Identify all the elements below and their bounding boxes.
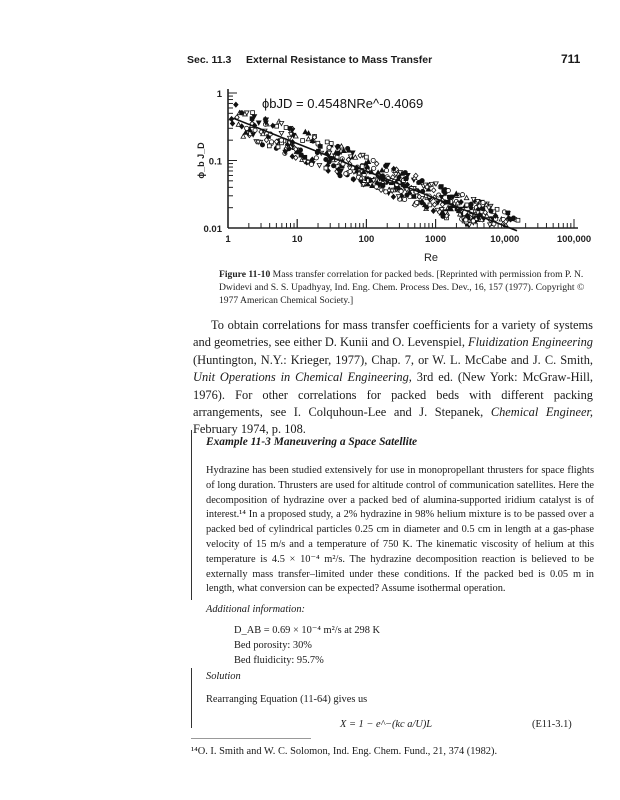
y-tick-label: 1 — [216, 89, 222, 100]
x-tick-label: 1000 — [425, 234, 447, 245]
data-point-diamond — [229, 117, 233, 122]
figure-caption — [219, 268, 599, 307]
data-point-circle — [269, 140, 273, 144]
data-point-triangle — [303, 130, 308, 134]
solution-heading: Solution — [206, 671, 241, 682]
x-tick-label: 10,000 — [490, 234, 520, 245]
y-axis-label: ϕ_b J_D — [196, 142, 206, 179]
fit-equation-annotation: ϕbJD = 0.4548NRe^-0.4069 — [262, 96, 424, 111]
x-tick-label: 10 — [291, 234, 303, 245]
data-point-diamond — [432, 202, 436, 207]
data-point-circle — [384, 168, 388, 172]
data-point-inverted-triangle — [256, 121, 261, 125]
data-point-circle — [399, 189, 403, 193]
data-point-triangle — [464, 196, 469, 200]
section-label: Sec. 11.3 — [187, 54, 232, 66]
data-point-circle — [405, 193, 409, 197]
x-axis-label: Re — [423, 252, 439, 262]
data-point-diamond — [271, 123, 275, 128]
data-point-square — [318, 145, 322, 149]
y-tick-label: 0.1 — [208, 156, 222, 168]
info-porosity: Bed porosity: 30% — [234, 640, 312, 651]
data-point-diamond — [391, 194, 395, 199]
x-tick-label: 100,000 — [556, 234, 592, 245]
data-point-square — [301, 139, 305, 143]
data-point-square — [284, 126, 288, 130]
correlation-fit-line — [233, 118, 517, 231]
data-point-circle — [245, 126, 249, 130]
example-rule — [191, 430, 192, 600]
data-point-circle — [253, 128, 257, 132]
data-point-circle — [384, 190, 388, 194]
data-point-circle — [464, 218, 468, 222]
additional-info-heading: Additional information: — [206, 604, 306, 615]
data-point-square — [428, 203, 432, 207]
data-point-triangle — [306, 137, 311, 141]
data-point-circle — [344, 172, 348, 176]
data-point-square — [465, 203, 469, 207]
data-point-circle — [327, 145, 331, 149]
data-point-circle — [348, 170, 352, 174]
data-point-square — [404, 177, 408, 181]
example-text: Hydrazine has been studied extensively for use in monopropellant thrusters for space flights of long duration. Thrusters are used for altitude control of communication satellites. Here the decomposition of hydrazine over a packed bed of alumina-supported iridium catalyst is of interest.¹⁴ In a proposed study, a 2% hydrazine in 98% helium mixture is to be passed over a packed bed of cylindrical particles 0.25 cm in diameter and 0.5 cm in length at a gas-phase velocity of 15 m/s and a temperature of 750 K. The kinematic viscosity of helium at this temperature is 4.5 × 10⁻⁴ m²/s. The hydrazine decomposition reaction is believed to be externally mass transfer–limited under these conditions. If the packed bed is 0.05 m in length, what conversion can be expected? Assume isothermal operation. — [206, 465, 594, 595]
data-point-square — [250, 117, 254, 121]
paragraph-ref-3: Chemical Engineer, — [490, 405, 593, 420]
data-point-circle — [309, 162, 313, 166]
data-point-circle — [371, 158, 375, 162]
data-point-circle — [460, 193, 464, 197]
info-diffusivity: D_AB = 0.69 × 10⁻⁴ m²/s at 298 K — [234, 625, 381, 636]
equation: X = 1 − e^−(kc a/U)L — [340, 719, 433, 730]
paragraph-ref-1: Fluidization Engineering — [468, 335, 593, 350]
data-point-circle — [469, 202, 473, 206]
data-point-square — [276, 145, 280, 149]
data-point-triangle — [353, 155, 358, 159]
x-tick-label: 100 — [358, 234, 375, 245]
data-point-diamond — [431, 208, 435, 213]
figure-label: Figure 11-10 — [219, 269, 271, 280]
data-point-diamond — [432, 188, 436, 193]
data-point-square — [325, 140, 329, 144]
data-point-diamond — [234, 102, 238, 107]
x-tick-label: 1 — [225, 234, 231, 245]
data-point-circle — [346, 146, 350, 150]
data-point-circle — [403, 197, 407, 201]
footnote-rule — [191, 738, 311, 739]
body-paragraph — [193, 317, 593, 439]
page-number: 711 — [561, 52, 581, 66]
data-point-circle — [489, 209, 493, 213]
data-point-circle — [415, 200, 419, 204]
data-point-square — [251, 111, 255, 115]
data-point-circle — [471, 219, 475, 223]
mass-transfer-chart — [0, 0, 620, 262]
data-point-circle — [260, 143, 264, 147]
data-point-square — [516, 218, 520, 222]
data-point-circle — [481, 200, 485, 204]
data-point-square — [412, 195, 416, 199]
paragraph-ref-2: Unit Operations in Chemical Engineering, — [193, 370, 412, 385]
data-point-square — [267, 144, 271, 148]
data-point-triangle — [380, 168, 385, 172]
footnote: ¹⁴O. I. Smith and W. C. Solomon, Ind. Eng. Chem. Fund., 21, 374 (1982). — [191, 746, 498, 757]
data-point-circle — [417, 180, 421, 184]
paragraph-text-3: 3rd ed. (New York: McGraw-Hill, 1976). For other correlations for packed beds with different packing arrangements, see I. Colquhoun-Lee and J. Stepanek, — [193, 370, 593, 420]
data-point-circle — [372, 166, 376, 170]
data-point-square — [439, 185, 443, 189]
solution-text: Rearranging Equation (11-64) gives us — [206, 694, 368, 705]
data-point-diamond — [230, 121, 234, 126]
data-point-square — [360, 165, 364, 169]
data-point-circle — [374, 185, 378, 189]
equation-number: (E11-3.1) — [532, 719, 572, 730]
data-point-square — [324, 166, 328, 170]
figure-caption-text: Mass transfer correlation for packed beds. [Reprinted with permission from P. N. Dwidevi and S. S. Upadhyay, Ind. Eng. Chem. Process Des. Dev., 16, 157 (1977). Copyright © 1977 American Chemical Society.] — [219, 269, 585, 306]
data-point-circle — [331, 164, 335, 168]
data-point-inverted-triangle — [279, 131, 284, 135]
data-point-square — [364, 155, 368, 159]
data-point-circle — [314, 156, 318, 160]
paragraph-text-4: February 1974, p. 108. — [193, 422, 306, 437]
paragraph-text-1: To obtain correlations for mass transfer coefficients for a variety of systems and geometries, see either D. Kunii and O. Levenspiel, — [193, 318, 593, 350]
data-point-circle — [239, 111, 243, 115]
data-point-square — [303, 155, 307, 159]
data-point-square — [506, 211, 510, 215]
data-point-inverted-triangle — [317, 163, 322, 167]
data-point-square — [288, 127, 292, 131]
data-point-triangle — [366, 159, 371, 163]
data-point-circle — [338, 174, 342, 178]
data-point-square — [329, 142, 333, 146]
example-title: Example 11-3 Maneuvering a Space Satellite — [206, 436, 418, 448]
y-tick-label: 0.01 — [203, 224, 222, 235]
info-fluidicity: Bed fluidicity: 95.7% — [234, 655, 324, 666]
solution-rule — [191, 668, 192, 728]
data-point-square — [381, 183, 385, 187]
data-point-triangle — [370, 183, 375, 187]
data-point-square — [275, 124, 279, 128]
data-point-circle — [446, 188, 450, 192]
paragraph-text-2: (Huntington, N.Y.: Krieger, 1977), Chap. 7, or W. L. McCabe and J. C. Smith, — [193, 352, 593, 367]
data-point-circle — [448, 206, 452, 210]
running-title: External Resistance to Mass Transfer — [246, 54, 433, 66]
